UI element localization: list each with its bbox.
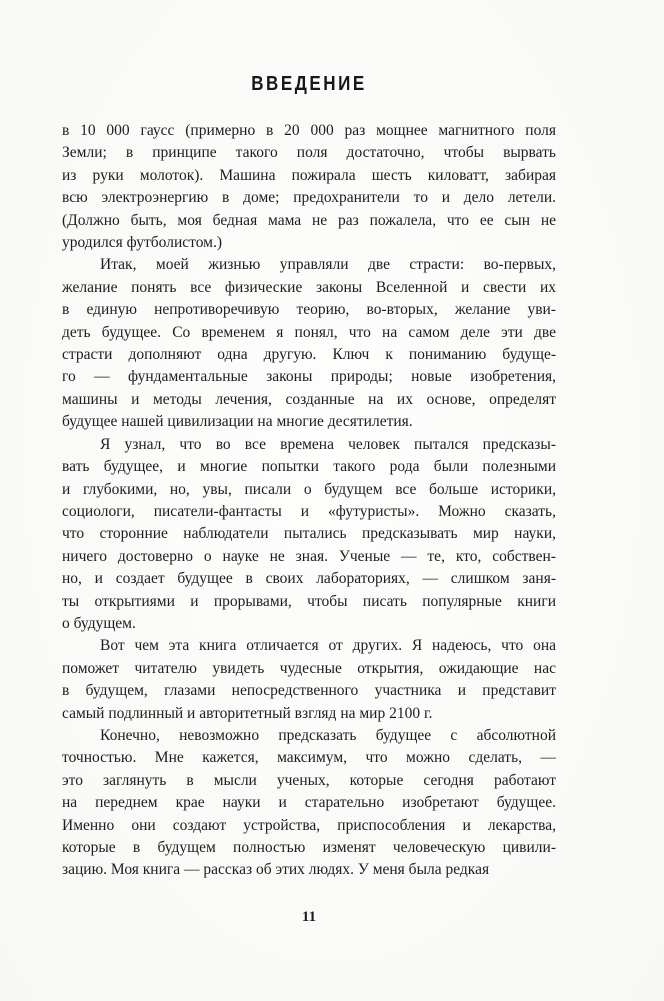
text-line: вать будущее, и многие попытки такого рода были полезными [62, 458, 556, 476]
text-line: о будущем. [62, 614, 136, 632]
text-line: (Должно быть, моя бедная мама не раз пожалела, что ее сын не [62, 211, 556, 229]
text-line: которые в будущем полностью изменят человеческую цивили- [62, 839, 556, 856]
text-line: социологи, писатели-фантасты и «футуристы». Можно сказать, [62, 502, 556, 520]
text-line: в 10 000 гаусс (примерно в 20 000 раз мощнее магнитного поля [62, 122, 556, 139]
chapter-running-title [62, 73, 556, 95]
text-line: самый подлинный и авторитетный взгляд на мир 2100 г. [62, 704, 433, 722]
text-line: но, и создает будущее в своих лабораториях, — слишком заня- [62, 570, 556, 588]
text-line: это заглянуть в мысли ученых, которые сегодня работают [62, 771, 556, 789]
text-line: на переднем крае науки и старательно изобретают будущее. [62, 794, 556, 812]
text-line: ты открытиями и прорывами, чтобы писать популярные книги [62, 592, 556, 610]
text-line: будущее нашей цивилизации на многие десятилетия. [62, 413, 413, 431]
text-line: всю электроэнергию в доме; предохранители то и дело летели. [62, 189, 556, 207]
text-line: уродился футболистом.) [62, 234, 222, 252]
text-line: ничего достоверно о науке не зная. Ученые — те, кто, собствен- [62, 547, 556, 565]
body-text [62, 120, 556, 882]
text-line: Вот чем эта книга отличается от других. Я надеюсь, что она [100, 637, 556, 655]
paragraph [62, 725, 556, 882]
text-line: Я узнал, что во все времена человек пытался предсказы- [100, 435, 556, 453]
text-line: Земли; в принципе такого поля достаточно, чтобы вырвать [62, 144, 556, 162]
chapter-running-title-text: ВВЕДЕНИЕ [251, 73, 367, 95]
text-line: го — фундаментальные законы природы; новые изобретения, [62, 368, 556, 386]
text-line: точностью. Мне кажется, максимум, что можно сделать, — [62, 749, 556, 767]
text-line: деть будущее. Со временем я понял, что на самом деле эти две [62, 323, 556, 341]
page-number: 11 [301, 909, 317, 925]
text-line: Именно они создают устройства, приспособления и лекарства, [62, 816, 556, 834]
text-line: поможет читателю увидеть чудесные открытия, ожидающие нас [62, 659, 556, 677]
text-line: в будущем, глазами непосредственного участника и представит [62, 682, 556, 700]
text-line: зацию. Моя книга — рассказ об этих людях. У меня была редкая [62, 861, 490, 879]
text-line: из руки молоток). Машина пожирала шесть киловатт, забирая [62, 166, 556, 184]
text-line: желание понять все физические законы Вселенной и свести их [62, 278, 556, 296]
text-line: страсти дополняют одна другую. Ключ к пониманию будуще- [62, 346, 556, 364]
paragraph [62, 120, 556, 254]
text-line: в единую непротиворечивую теорию, во-вторых, желание уви- [62, 301, 556, 319]
text-line: и глубокими, но, увы, писали о будущем все больше историки, [62, 480, 556, 498]
paragraph [62, 434, 556, 636]
text-line: Конечно, невозможно предсказать будущее с абсолютной [100, 726, 556, 744]
text-line: что сторонние наблюдатели пытались предсказывать мир науки, [62, 525, 556, 543]
paragraph [62, 254, 556, 433]
paragraph [62, 635, 556, 725]
text-line: Итак, моей жизнью управляли две страсти: во-первых, [100, 256, 556, 274]
text-line: машины и методы лечения, созданные на их основе, определят [62, 390, 556, 408]
